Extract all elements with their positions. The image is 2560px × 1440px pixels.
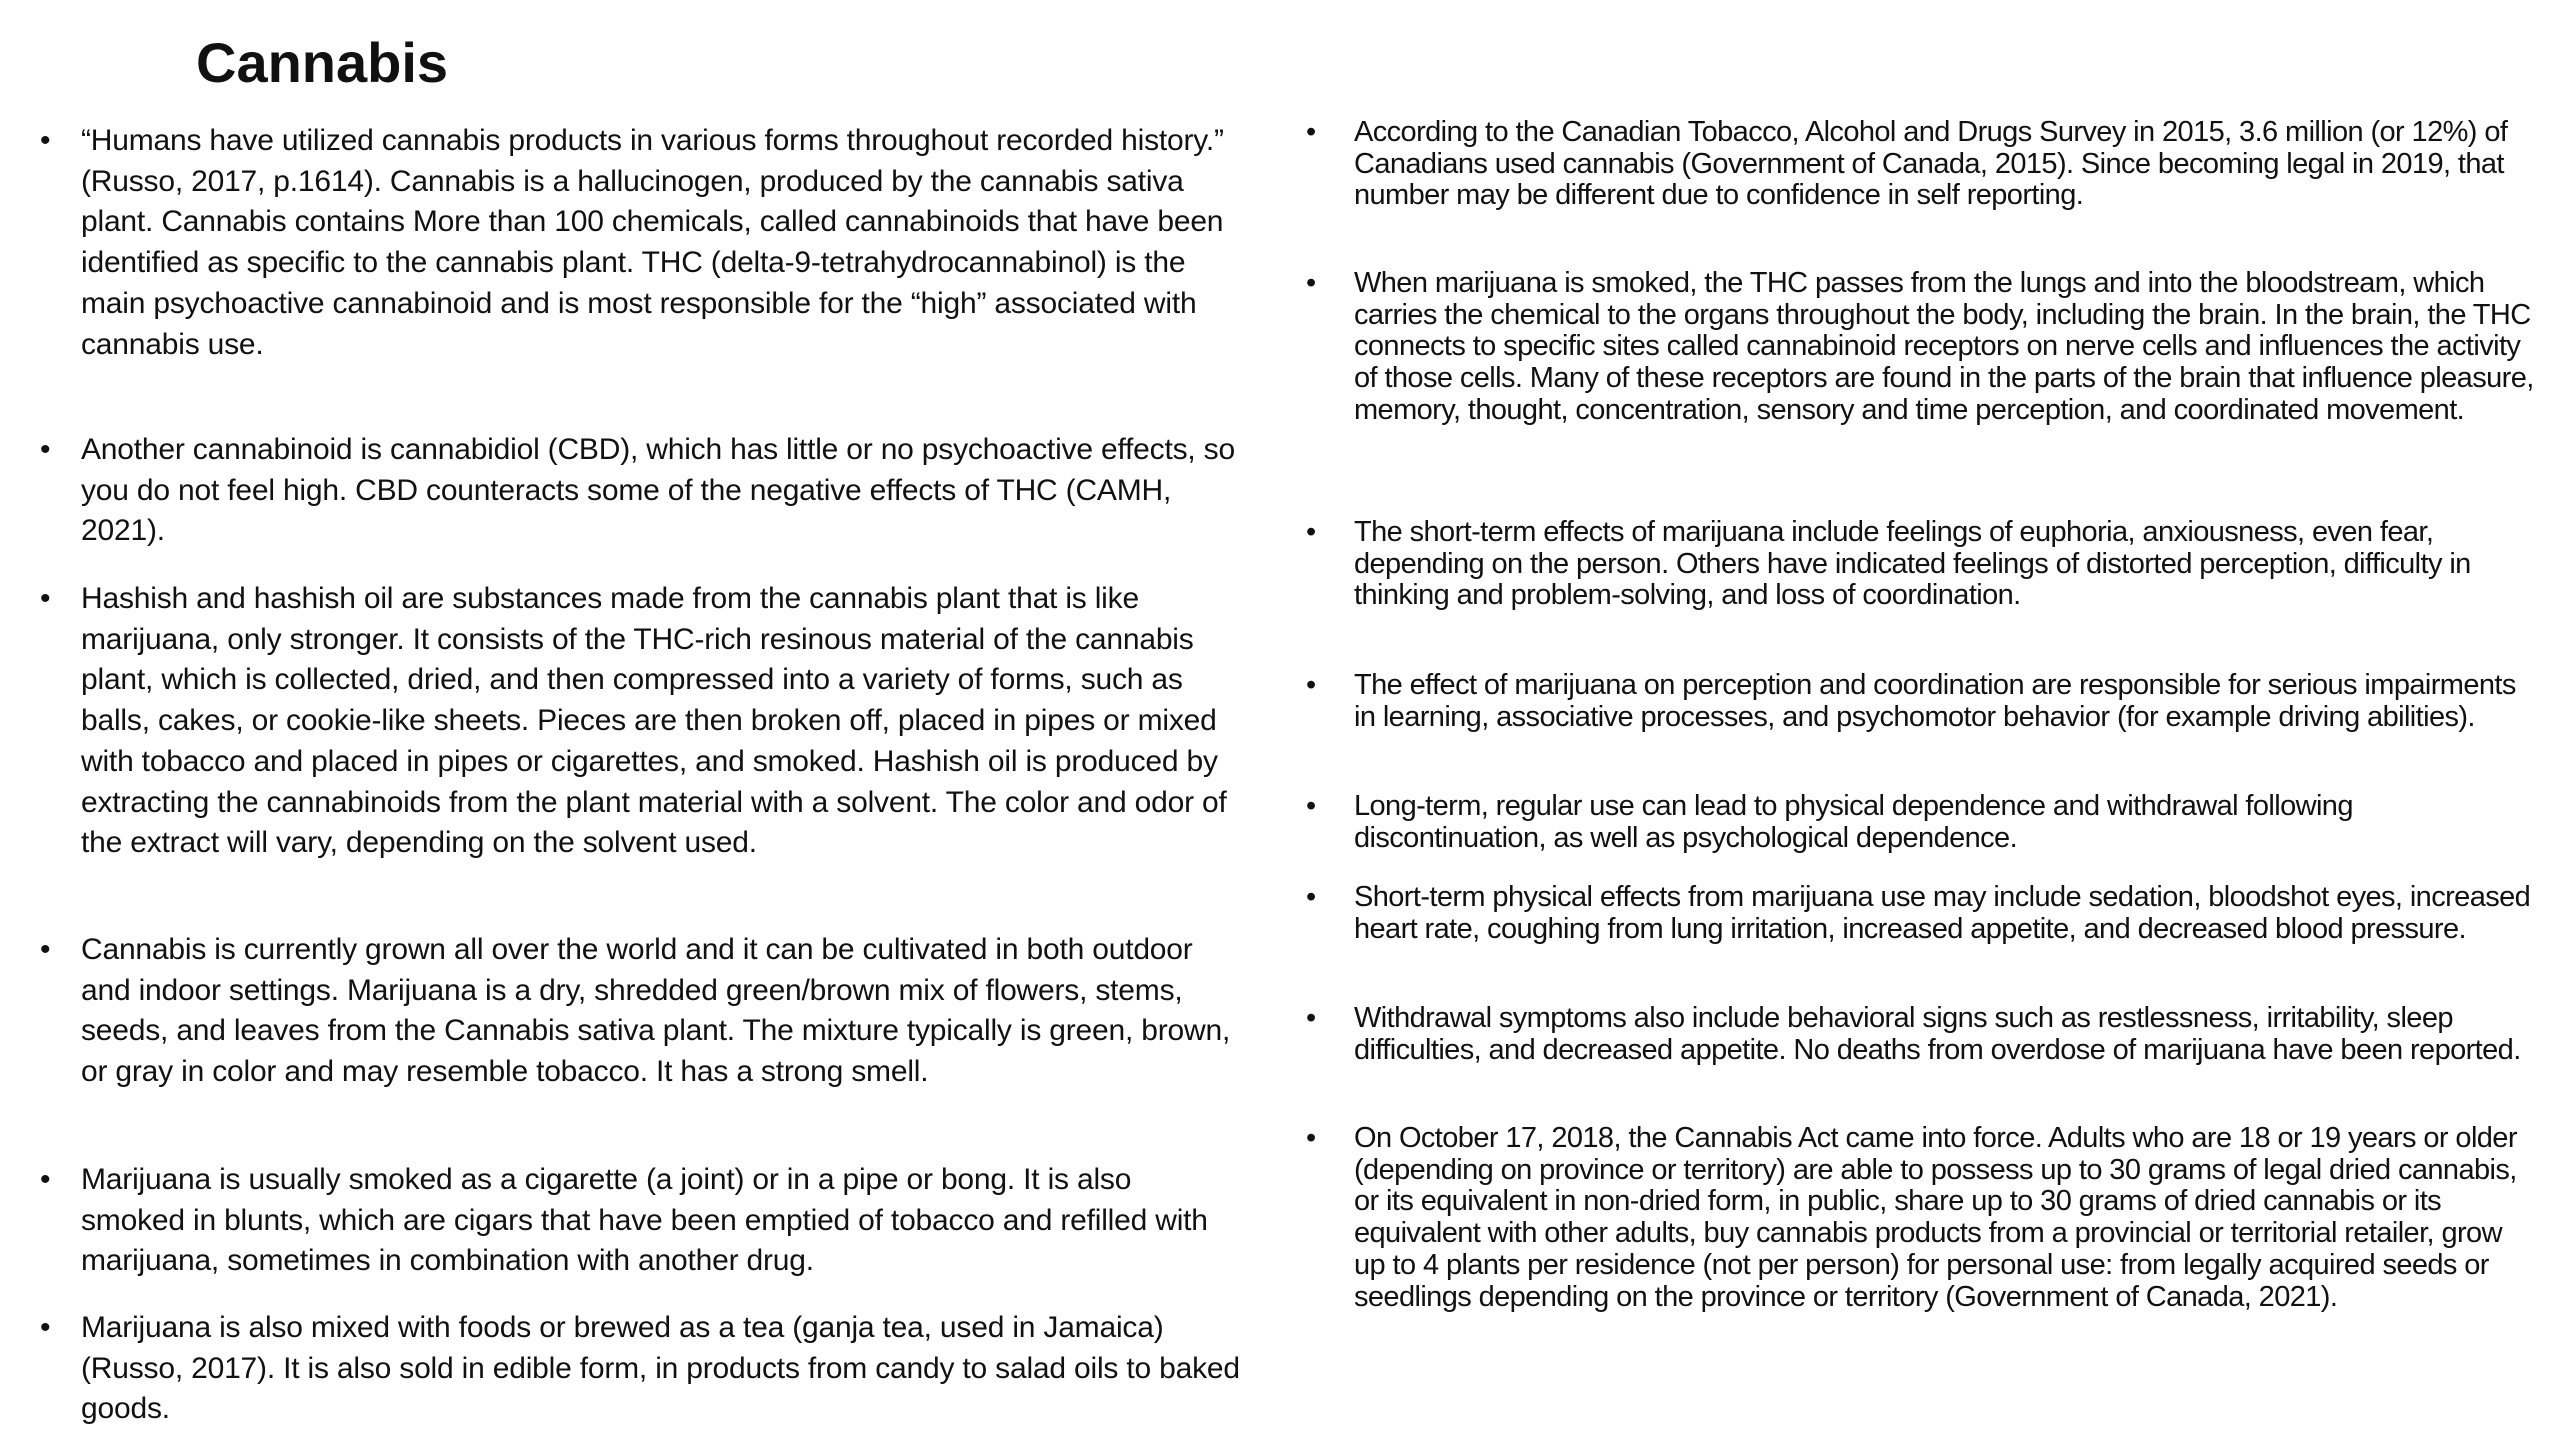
bullet-icon: • bbox=[40, 1163, 51, 1196]
right-bullet-4 bbox=[1306, 670, 2536, 733]
bullet-icon: • bbox=[1306, 669, 1316, 701]
bullet-icon: • bbox=[1306, 267, 1316, 299]
bullet-icon: • bbox=[40, 433, 51, 466]
left-bullet-1 bbox=[40, 121, 1240, 365]
right-bullet-2 bbox=[1306, 268, 2536, 427]
bullet-icon: • bbox=[40, 1311, 51, 1344]
bullet-text: Another cannabinoid is cannabidiol (CBD), which has little or no psychoactive effects, so you do not feel high. CBD counteracts some of the negative effects of THC (CAMH, 2021). bbox=[81, 433, 1235, 548]
bullet-text: Marijuana is also mixed with foods or brewed as a tea (ganja tea, used in Jamaica) (Russo, 2017). It is also sold in edible form, in products from candy to salad oils to baked goods. bbox=[81, 1311, 1240, 1426]
bullet-icon: • bbox=[1306, 516, 1316, 548]
left-bullet-6 bbox=[40, 1308, 1240, 1430]
left-bullet-4 bbox=[40, 930, 1240, 1093]
bullet-text: Hashish and hashish oil are substances made from the cannabis plant that is like marijuana, only stronger. It consists of the THC-rich resinous material of the cannabis plant, which is collected, dried, and then compressed into a variety of forms, such as balls, cakes, or cookie-like sheets. Pieces are then broken off, placed in pipes or mixed with tobacco and placed in pipes or cigarettes, and smoked. Hashish oil is produced by extracting the cannabinoids from the plant material with a solvent. The color and odor of the extract will vary, depending on the solvent used. bbox=[81, 582, 1227, 860]
left-bullet-3 bbox=[40, 579, 1240, 864]
bullet-icon: • bbox=[40, 582, 51, 615]
bullet-icon: • bbox=[40, 933, 51, 966]
bullet-icon: • bbox=[1306, 790, 1316, 822]
slide-title: Cannabis bbox=[196, 31, 449, 94]
bullet-text: On October 17, 2018, the Cannabis Act came into force. Adults who are 18 or 19 years or older (depending on province or territory) are able to possess up to 30 grams of legal dried cannabis, or its equivalent in non-dried form, in public, share up to 30 grams of dried cannabis or its equivalent with other adults, buy cannabis products from a provincial or territorial retailer, grow up to 4 plants per residence (not per person) for personal use: from legally acquired seeds or seedlings depending on the province or territory (Government of Canada, 2021). bbox=[1354, 1122, 2517, 1313]
right-bullet-3 bbox=[1306, 517, 2536, 612]
bullet-icon: • bbox=[1306, 881, 1316, 913]
right-bullet-1 bbox=[1306, 117, 2536, 212]
bullet-text: The short-term effects of marijuana include feelings of euphoria, anxiousness, even fear, depending on the person. Others have indicated feelings of distorted perception, difficulty in thinking and problem-solving, and loss of coordination. bbox=[1354, 516, 2471, 612]
bullet-text: According to the Canadian Tobacco, Alcohol and Drugs Survey in 2015, 3.6 million (or 12%) of Canadians used cannabis (Government of Canada, 2015). Since becoming legal in 2019, that number may be different due to confidence in self reporting. bbox=[1354, 116, 2508, 212]
bullet-text: Cannabis is currently grown all over the world and it can be cultivated in both outdoor and indoor settings. Marijuana is a dry, shredded green/brown mix of flowers, stems, seeds, and leaves from the Cannabis sativa plant. The mixture typically is green, brown, or gray in color and may resemble tobacco. It has a strong smell. bbox=[81, 933, 1231, 1089]
bullet-text: “Humans have utilized cannabis products in various forms throughout recorded history.” (Russo, 2017, p.1614). Cannabis is a hallucinogen, produced by the cannabis sativa plant. Cannabis contains More than 100 chemicals, called cannabinoids that have been identified as specific to the cannabis plant. THC (delta-9-tetrahydrocannabinol) is the main psychoactive cannabinoid and is most responsible for the “high” associated with cannabis use. bbox=[81, 124, 1224, 361]
bullet-text: Short-term physical effects from marijuana use may include sedation, bloodshot eyes, increased heart rate, coughing from lung irritation, increased appetite, and decreased blood pressure. bbox=[1354, 881, 2531, 945]
right-bullet-8 bbox=[1306, 1123, 2536, 1313]
bullet-icon: • bbox=[1306, 116, 1316, 148]
bullet-icon: • bbox=[1306, 1002, 1316, 1034]
bullet-icon: • bbox=[40, 124, 51, 157]
right-bullet-7 bbox=[1306, 1003, 2536, 1066]
right-bullet-6 bbox=[1306, 882, 2536, 945]
bullet-text: Long-term, regular use can lead to physical dependence and withdrawal following discontinuation, as well as psychological dependence. bbox=[1354, 790, 2353, 854]
bullet-icon: • bbox=[1306, 1122, 1316, 1154]
bullet-text: Marijuana is usually smoked as a cigarette (a joint) or in a pipe or bong. It is also smoked in blunts, which are cigars that have been emptied of tobacco and refilled with marijuana, sometimes in combination with another drug. bbox=[81, 1163, 1208, 1278]
bullet-text: When marijuana is smoked, the THC passes from the lungs and into the bloodstream, which carries the chemical to the organs throughout the body, including the brain. In the brain, the THC connects to specific sites called cannabinoid receptors on nerve cells and influences the activity of those cells. Many of these receptors are found in the parts of the brain that influence pleasure, memory, thought, concentration, sensory and time perception, and coordinated movement. bbox=[1354, 267, 2534, 426]
bullet-text: Withdrawal symptoms also include behavioral signs such as restlessness, irritability, sleep difficulties, and decreased appetite. No deaths from overdose of marijuana have been reported. bbox=[1354, 1002, 2521, 1066]
left-bullet-2 bbox=[40, 430, 1240, 552]
left-bullet-5 bbox=[40, 1160, 1240, 1282]
right-bullet-5 bbox=[1306, 791, 2536, 854]
bullet-text: The effect of marijuana on perception and coordination are responsible for serious impairments in learning, associative processes, and psychomotor behavior (for example driving abilities). bbox=[1354, 669, 2516, 733]
